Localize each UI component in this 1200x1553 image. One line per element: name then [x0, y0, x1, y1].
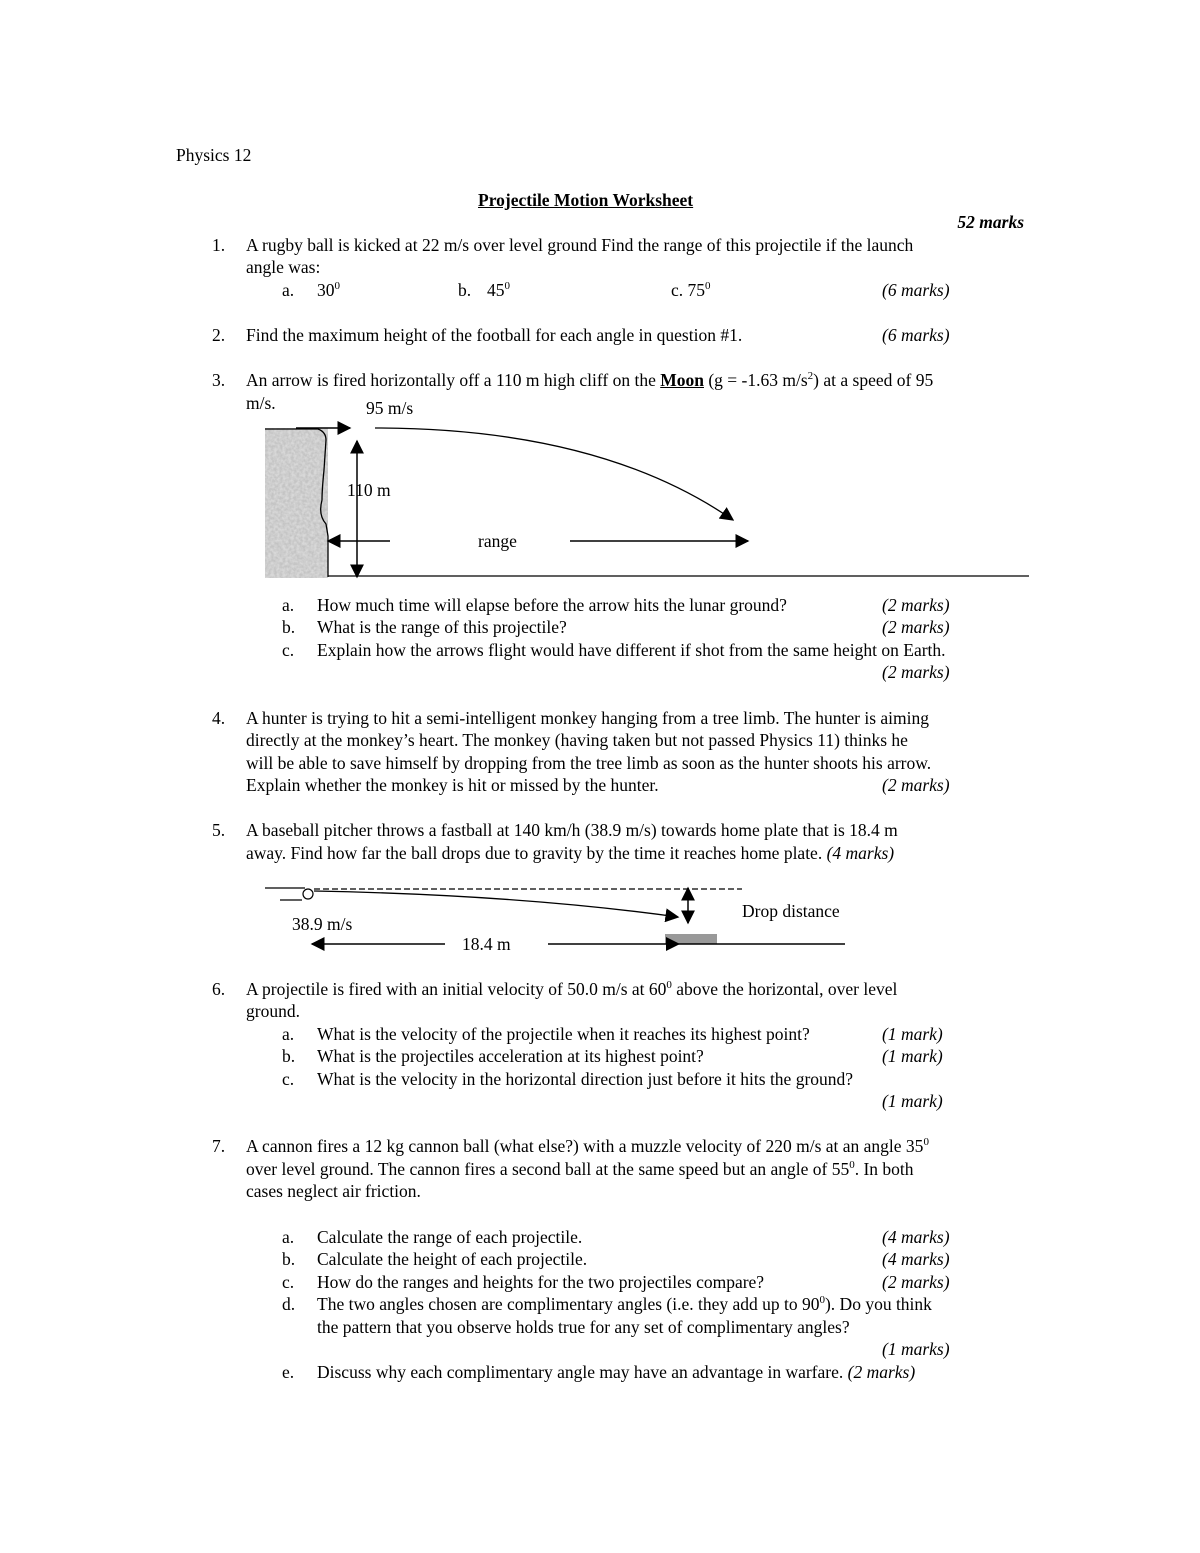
text-segment: 2 — [807, 370, 814, 382]
q6-text-2: ground. — [246, 1001, 300, 1021]
q1-number: 1. — [212, 235, 226, 255]
q3b-label: b. — [282, 617, 296, 637]
q7e-label: e. — [282, 1362, 295, 1382]
q7d-label: d. — [282, 1294, 296, 1314]
text-segment: 0 — [819, 1294, 825, 1306]
text-segment: away. Find how far the ball drops due to gravity by the time it reaches home plate. — [246, 843, 823, 863]
total-marks: 52 marks — [957, 212, 1024, 232]
text-segment: 0 — [923, 1136, 929, 1148]
q7b-text: Calculate the height of each projectile. — [317, 1249, 588, 1269]
q1-marks: (6 marks) — [882, 280, 950, 300]
text-segment: ). Do you think — [824, 1294, 932, 1314]
text-segment: A cannon fires a 12 kg cannon ball (what else?) with a muzzle velocity of 220 m/s at an angle 35 — [246, 1136, 924, 1156]
text-segment: 0 — [666, 979, 672, 991]
text-segment: 0 — [504, 280, 510, 292]
text-segment: above the horizontal, over level — [671, 979, 898, 999]
q1-text: A rugby ball is kicked at 22 m/s over level ground Find the range of this projectile if the launch — [246, 235, 914, 255]
q7b-label: b. — [282, 1249, 296, 1269]
q6b-marks: (1 mark) — [882, 1046, 943, 1066]
cliff-diagram — [265, 428, 1029, 578]
text-segment: over level ground. The cannon fires a second ball at the same speed but an angle of 55 — [246, 1159, 850, 1179]
q6c-text: What is the velocity in the horizontal direction just before it hits the ground? — [317, 1069, 854, 1089]
q7d-text — [317, 1294, 932, 1314]
text-segment: 0 — [334, 280, 340, 292]
q4-text: directly at the monkey’s heart. The monkey (having taken but not passed Physics 11) thinks he — [246, 730, 908, 750]
q3-text-2: m/s. — [246, 393, 276, 413]
q7-text-3: cases neglect air friction. — [246, 1181, 421, 1201]
drop-distance-label: Drop distance — [742, 901, 840, 921]
text-segment: c. 75 — [671, 280, 706, 300]
text-segment: ) at a speed of 95 — [813, 370, 934, 390]
q3a-marks: (2 marks) — [882, 595, 950, 615]
q4-text: will be able to save himself by dropping from the tree limb as soon as the hunter shoots his arrow. — [246, 753, 932, 773]
q7c-label: c. — [282, 1272, 295, 1292]
trajectory-arrow — [375, 428, 733, 520]
pitch-distance-label: 18.4 m — [462, 934, 511, 954]
q6a-text: What is the velocity of the projectile when it reaches its highest point? — [317, 1024, 810, 1044]
q6b-text: What is the projectiles acceleration at its highest point? — [317, 1046, 704, 1066]
text-segment: The two angles chosen are complimentary angles (i.e. they add up to 90 — [317, 1294, 820, 1314]
q7a-label: a. — [282, 1227, 295, 1247]
text-segment: (g = -1.63 m/s — [703, 370, 808, 390]
q7d-marks: (1 marks) — [882, 1339, 950, 1359]
q2-number: 2. — [212, 325, 226, 345]
q1-option-a-label: a. — [282, 280, 295, 300]
diagram-height-label: 110 m — [347, 480, 391, 500]
q7a-marks: (4 marks) — [882, 1227, 950, 1247]
q5-text: A baseball pitcher throws a fastball at 140 km/h (38.9 m/s) towards home plate that is 18.4 m — [246, 820, 898, 840]
text-segment: 0 — [849, 1159, 855, 1171]
course-name: Physics 12 — [176, 145, 252, 165]
page-title: Projectile Motion Worksheet — [478, 190, 694, 210]
q3c-label: c. — [282, 640, 295, 660]
q3a-text: How much time will elapse before the arrow hits the lunar ground? — [317, 595, 787, 615]
q6c-marks: (1 mark) — [882, 1091, 943, 1111]
q7-text-2 — [246, 1159, 914, 1179]
q1-option-b-label: b. — [458, 280, 472, 300]
diagram-speed-label: 95 m/s — [366, 398, 414, 418]
text-segment: (4 marks) — [826, 843, 895, 863]
q4-text: A hunter is trying to hit a semi-intelligent monkey hanging from a tree limb. The hunter is aiming — [246, 708, 930, 728]
q6b-label: b. — [282, 1046, 296, 1066]
pitch-speed-label: 38.9 m/s — [292, 914, 353, 934]
q6-number: 6. — [212, 979, 226, 999]
diagram-range-label: range — [478, 531, 517, 551]
text-segment: 0 — [705, 280, 711, 292]
baseball — [303, 889, 313, 899]
q3b-marks: (2 marks) — [882, 617, 950, 637]
q6-text — [246, 979, 897, 999]
text-segment: 45 — [487, 280, 505, 300]
q3b-text: What is the range of this projectile? — [317, 617, 567, 637]
q3c-text: Explain how the arrows flight would have different if shot from the same height on Earth. — [317, 640, 946, 660]
q1-text-2: angle was: — [246, 257, 321, 277]
q7c-marks: (2 marks) — [882, 1272, 950, 1292]
text-segment: An arrow is fired horizontally off a 110 m high cliff on the — [246, 370, 661, 390]
q7-text — [246, 1136, 929, 1156]
q5-number: 5. — [212, 820, 226, 840]
q7-number: 7. — [212, 1136, 226, 1156]
text-segment: (2 marks) — [847, 1362, 916, 1382]
q3c-marks: (2 marks) — [882, 662, 950, 682]
ball-path-arrow — [314, 891, 678, 917]
q7c-text: How do the ranges and heights for the two projectiles compare? — [317, 1272, 765, 1292]
q7d-text-2: the pattern that you observe holds true for any set of complimentary angles? — [317, 1317, 850, 1337]
text-segment: Moon — [660, 370, 704, 390]
q4-number: 4. — [212, 708, 226, 728]
q5-text-2 — [246, 843, 894, 863]
q7a-text: Calculate the range of each projectile. — [317, 1227, 583, 1247]
q4-marks: (2 marks) — [882, 775, 950, 795]
q6c-label: c. — [282, 1069, 295, 1089]
q2-marks: (6 marks) — [882, 325, 950, 345]
q6a-marks: (1 mark) — [882, 1024, 943, 1044]
q3-number: 3. — [212, 370, 226, 390]
q7b-marks: (4 marks) — [882, 1249, 950, 1269]
q7e-text — [317, 1362, 915, 1382]
q2-text: Find the maximum height of the football for each angle in question #1. — [246, 325, 743, 345]
q4-text: Explain whether the monkey is hit or missed by the hunter. — [246, 775, 659, 795]
text-segment: Discuss why each complimentary angle may have an advantage in warfare. — [317, 1362, 844, 1382]
q6a-label: a. — [282, 1024, 295, 1044]
q3a-label: a. — [282, 595, 295, 615]
text-segment: 30 — [317, 280, 335, 300]
text-segment: . In both — [854, 1159, 914, 1179]
text-segment: A projectile is fired with an initial velocity of 50.0 m/s at 60 — [246, 979, 667, 999]
